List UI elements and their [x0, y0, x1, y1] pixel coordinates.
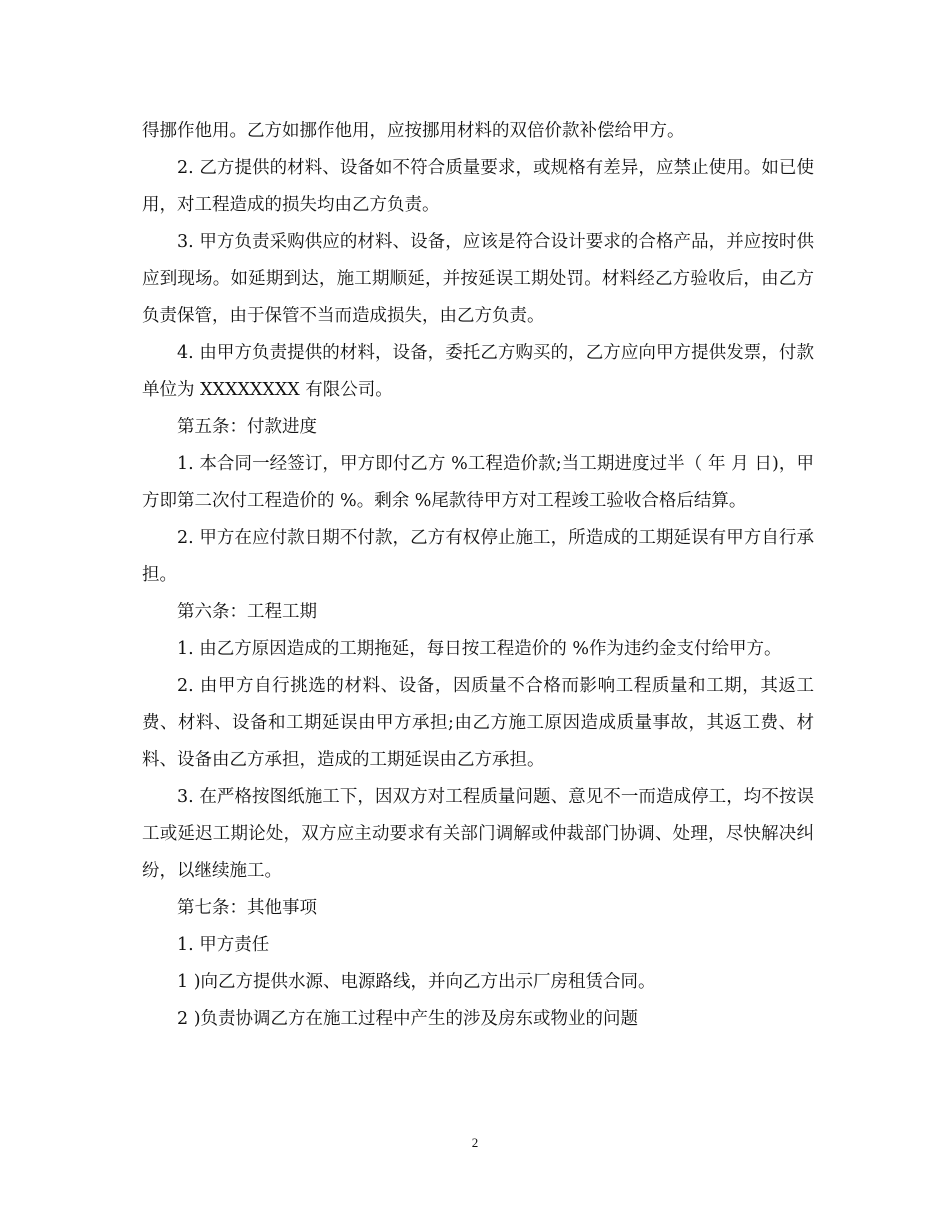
paragraph-item: 1. 本合同一经签订，甲方即付乙方 %工程造价款;当工期进度过半（ 年 月 日)，甲方即第二次付工程造价的 %。剩余 %尾款待甲方对工程竣工验收合格后结算。	[142, 454, 814, 511]
document-body	[142, 113, 814, 1038]
paragraph-item: 3. 甲方负责采购供应的材料、设备，应该是符合设计要求的合格产品，并应按时供应到现场。如延期到达，施工期顺延，并按延误工期处罚。材料经乙方验收后，由乙方负责保管，由于保管不当而造成损失，由乙方负责。	[142, 232, 814, 326]
paragraph-item: 2. 甲方在应付款日期不付款，乙方有权停止施工，所造成的工期延误有甲方自行承担。	[142, 528, 814, 585]
paragraph-item: 3. 在严格按图纸施工下，因双方对工程质量问题、意见不一而造成停工，均不按误工或延迟工期论处，双方应主动要求有关部门调解或仲裁部门协调、处理，尽快解决纠纷，以继续施工。	[142, 787, 814, 881]
paragraph-item: 2. 乙方提供的材料、设备如不符合质量要求，或规格有差异，应禁止使用。如已使用，对工程造成的损失均由乙方负责。	[142, 158, 814, 215]
paragraph-item: 1. 由乙方原因造成的工期拖延，每日按工程造价的 %作为违约金支付给甲方。	[177, 639, 782, 659]
section-heading: 第七条：其他事项	[177, 898, 317, 918]
section-heading: 第五条：付款进度	[177, 417, 317, 437]
paragraph-item: 4. 由甲方负责提供的材料，设备，委托乙方购买的，乙方应向甲方提供发票，付款单位为 XXXXXXXX 有限公司。	[142, 343, 814, 400]
section-heading: 第六条：工程工期	[177, 602, 317, 622]
paragraph-continuation: 得挪作他用。乙方如挪作他用，应按挪用材料的双倍价款补偿给甲方。	[142, 121, 685, 141]
page-number: 2	[471, 1135, 479, 1150]
paragraph-item: 2. 由甲方自行挑选的材料、设备，因质量不合格而影响工程质量和工期，其返工费、材料、设备和工期延误由甲方承担;由乙方施工原因造成质量事故，其返工费、材料、设备由乙方承担，造成的工期延误由乙方承担。	[142, 676, 814, 770]
paragraph-item: 1 )向乙方提供水源、电源路线，并向乙方出示厂房租赁合同。	[177, 972, 656, 992]
paragraph-item: 1. 甲方责任	[177, 935, 270, 955]
paragraph-item: 2 )负责协调乙方在施工过程中产生的涉及房东或物业的问题	[177, 1009, 639, 1029]
